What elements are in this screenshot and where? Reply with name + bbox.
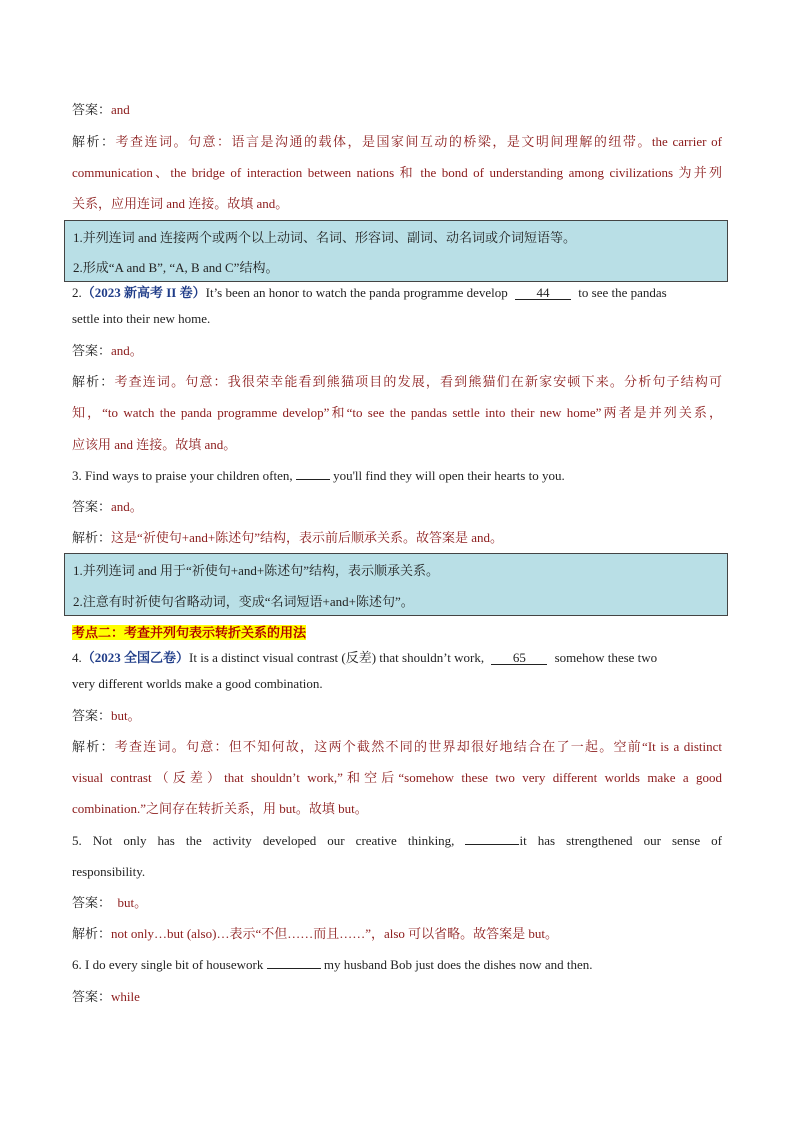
explanation-label: 解析： <box>72 739 115 754</box>
section-heading <box>72 625 306 641</box>
answer-value: and。 <box>111 343 143 358</box>
explanation-5 <box>72 926 558 942</box>
question-5-line-2: responsibility. <box>72 864 146 879</box>
explanation-4-line-2: visual contrast（反差）that shouldn’t work,”和空后“somehow these two very different worlds make a good <box>72 770 722 785</box>
answer-value: but。 <box>111 708 141 723</box>
section-title: 考点二：考查并列句表示转折关系的用法 <box>72 625 307 640</box>
explanation-1-line-2: communication、the bridge of interaction between nations 和 the bond of understanding among civilizations 为并列 <box>72 165 722 180</box>
explanation-text: 考查连词。句意：我很荣幸能看到熊猫项目的发展，看到熊猫们在新家安顿下来。分析句子结构可 <box>114 374 722 389</box>
answer-value: and。 <box>111 499 143 514</box>
explanation-label: 解析： <box>72 530 112 545</box>
answer-blank[interactable]: 65 <box>491 651 547 665</box>
explanation-2-line-1 <box>72 374 722 390</box>
question-6 <box>72 957 593 973</box>
explanation-2-line-3: 应该用 and 连接。故填 and。 <box>72 437 237 452</box>
tip-box-2-line-2: 2.注意有时祈使句省略动词，变成“名词短语+and+陈述句”。 <box>73 594 414 609</box>
answer-label: 答案： <box>72 989 112 1004</box>
question-2-line-1 <box>72 285 667 301</box>
question-text: it has strengthened our sense of <box>519 833 722 848</box>
question-source: （2023 新高考 II 卷） <box>81 285 206 300</box>
answer-blank[interactable] <box>296 479 330 480</box>
question-3 <box>72 468 565 484</box>
answer-5 <box>72 895 147 911</box>
explanation-text: 考查连词。句意：但不知何故，这两个截然不同的世界却很好地结合在了一起。空前“It is a distinct <box>114 739 722 754</box>
explanation-3 <box>72 530 503 546</box>
question-5-line-1 <box>72 833 722 849</box>
question-text: 5. Not only has the activity developed our creative thinking, <box>72 833 455 848</box>
tip-box-1-line-1: 1.并列连词 and 连接两个或两个以上动词、名词、形容词、副词、动名词或介词短语等。 <box>73 230 577 245</box>
tip-box-2 <box>64 553 728 616</box>
question-text: It’s been an honor to watch the panda programme develop <box>205 285 508 300</box>
tip-box-1-line-2: 2.形成“A and B”, “A, B and C”结构。 <box>73 260 279 275</box>
answer-6 <box>72 989 140 1005</box>
question-4-line-1 <box>72 650 657 666</box>
answer-label: 答案： <box>72 708 112 723</box>
answer-label: 答案： <box>72 343 112 358</box>
question-number: 2. <box>72 285 82 300</box>
explanation-text: not only…but (also)…表示“不但……而且……”，also 可以省略。故答案是 but。 <box>111 926 559 941</box>
answer-1 <box>72 102 130 118</box>
answer-label: 答案： <box>72 102 112 117</box>
explanation-4-line-3: combination.”之间存在转折关系，用 but。故填 but。 <box>72 801 368 816</box>
question-text: my husband Bob just does the dishes now and then. <box>323 957 593 972</box>
answer-value: and <box>111 102 130 117</box>
answer-3 <box>72 499 143 515</box>
question-4-line-2: very different worlds make a good combination. <box>72 676 323 691</box>
question-source: （2023 全国乙卷） <box>81 650 190 665</box>
answer-2 <box>72 343 143 359</box>
question-text: you'll find they will open their hearts to you. <box>333 468 565 483</box>
explanation-label: 解析： <box>72 926 112 941</box>
question-2-line-2: settle into their new home. <box>72 311 211 326</box>
question-number: 4. <box>72 650 82 665</box>
explanation-text: 考查连词。句意：语言是沟通的载体，是国家间互动的桥梁，是文明间理解的纽带。the carrier of <box>115 134 722 149</box>
answer-blank[interactable]: 44 <box>515 286 571 300</box>
answer-value: but。 <box>117 895 148 910</box>
explanation-4-line-1 <box>72 739 722 755</box>
question-text: 3. Find ways to praise your children often, <box>72 468 293 483</box>
answer-4 <box>72 708 141 724</box>
question-text: 6. I do every single bit of housework <box>72 957 264 972</box>
answer-value: while <box>111 989 140 1004</box>
answer-blank[interactable] <box>465 844 519 845</box>
explanation-label: 解析： <box>72 374 115 389</box>
answer-label: 答案： <box>72 499 112 514</box>
answer-label: 答案： <box>72 895 112 910</box>
explanation-text: 这是“祈使句+and+陈述句”结构，表示前后顺承关系。故答案是 and。 <box>111 530 504 545</box>
explanation-label: 解析： <box>72 134 116 149</box>
question-text: to see the pandas <box>578 285 667 300</box>
explanation-1-line-1 <box>72 134 722 150</box>
explanation-1-line-3: 关系，应用连词 and 连接。故填 and。 <box>72 196 289 211</box>
explanation-2-line-2: 知，“to watch the panda programme develop”和“to see the pandas settle into their new home”两者是并列关系， <box>72 405 722 420</box>
question-text: It is a distinct visual contrast (反差) that shouldn’t work, <box>189 650 485 665</box>
tip-box-1 <box>64 220 728 282</box>
answer-blank[interactable] <box>267 968 321 969</box>
tip-box-2-line-1: 1.并列连词 and 用于“祈使句+and+陈述句”结构，表示顺承关系。 <box>73 563 439 578</box>
question-text: somehow these two <box>554 650 658 665</box>
